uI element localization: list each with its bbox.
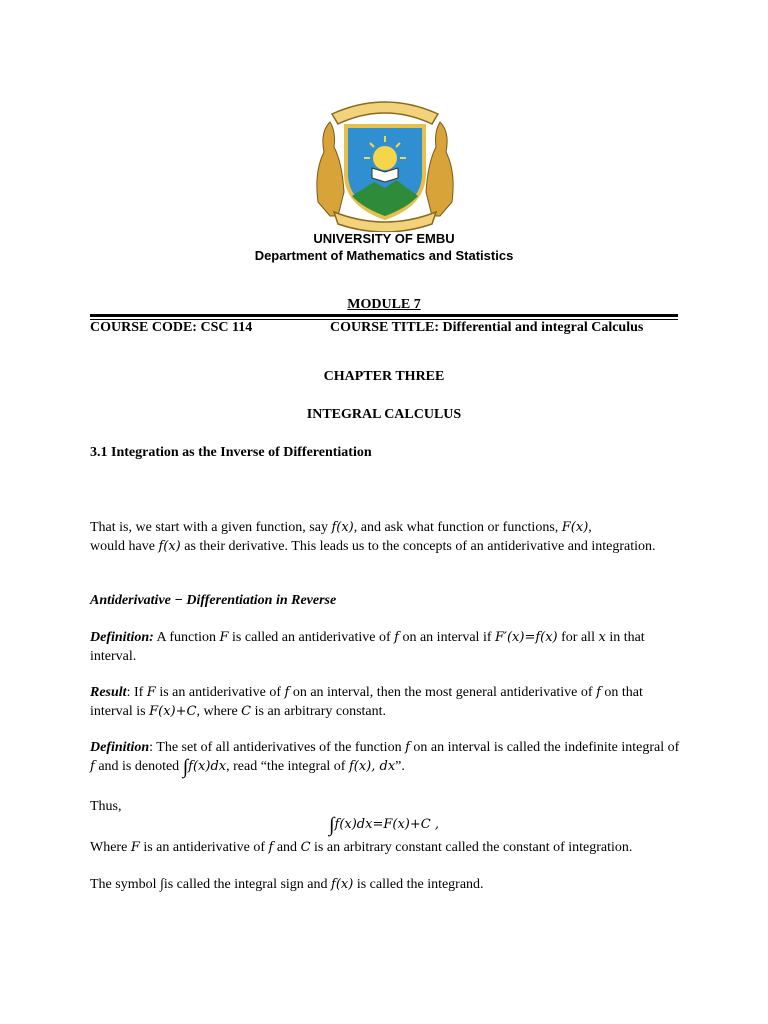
def1-text-b: is called an antiderivative of (228, 630, 395, 645)
math-f: f (405, 740, 410, 755)
def1-text-e: in that interval. (90, 630, 645, 664)
math-int-fxdx: f(x)dx (188, 759, 227, 774)
antiderivative-heading: Antiderivative − Differentiation in Reverse (90, 593, 337, 608)
course-title: COURSE TITLE: Differential and integral Calculus (330, 320, 644, 335)
section-heading: 3.1 Integration as the Inverse of Differentiation (90, 445, 372, 460)
math-fx: f(x) (331, 520, 354, 535)
department-name: Department of Mathematics and Statistics (254, 248, 514, 263)
math-F: F (219, 630, 229, 645)
integral-sign: ∫ (160, 877, 164, 892)
chapter-title: INTEGRAL CALCULUS (306, 407, 462, 422)
math-f: f (284, 685, 290, 700)
header-divider-thick (90, 314, 678, 317)
where-text-a: Where (90, 840, 131, 855)
def1-text-a: A function (153, 630, 220, 645)
intro-text-1: That is, we start with a given function, say (90, 520, 332, 535)
def2-text-b: on an interval is called the indefinite integral of (409, 740, 680, 755)
university-name: UNIVERSITY OF EMBU (313, 231, 455, 246)
definition-label-2: Definition (90, 740, 150, 755)
thus-text: Thus, (90, 799, 122, 814)
chapter-label: CHAPTER THREE (323, 369, 445, 384)
where-text-d: is an arbitrary constant called the constant of integration. (310, 840, 633, 855)
math-C: C (241, 704, 252, 719)
course-code: COURSE CODE: CSC 114 (90, 320, 253, 335)
result-text-c: on an interval, then the most general antiderivative of (289, 685, 597, 700)
def2-text-c: and is denoted (94, 759, 183, 774)
intro-text-3: , (588, 520, 592, 535)
intro-paragraph (90, 518, 680, 556)
definition-label: Definition: (90, 630, 154, 645)
math-fx: f(x) (331, 877, 354, 892)
result-text-f: is an arbitrary constant. (251, 704, 387, 719)
where-text-b: is an antiderivative of (139, 840, 269, 855)
math-F: F (130, 840, 140, 855)
where-paragraph (90, 838, 680, 857)
integral-formula (0, 814, 768, 837)
intro-text-5: as their derivative. This leads us to the concepts of an antiderivative and integration. (180, 539, 656, 554)
university-crest-logo (312, 92, 458, 232)
result-text-d: on that interval is (90, 685, 643, 719)
definition-antiderivative (90, 628, 680, 666)
integral-sign: ∫ (182, 756, 189, 778)
def1-text-d: for all (557, 630, 599, 645)
math-f: f (394, 630, 399, 645)
result-text-e: , where (196, 704, 242, 719)
def2-text-d: , read “the integral of (226, 759, 349, 774)
integral-sign: ∫ (329, 814, 335, 836)
math-f: f (90, 759, 95, 774)
math-fx-dx: f(x), dx (348, 759, 396, 774)
result-label: Result (90, 685, 127, 700)
result-paragraph (90, 683, 680, 721)
module-title: MODULE 7 (347, 297, 421, 312)
math-Fx: F(x) (561, 520, 589, 535)
math-F: F (146, 685, 156, 700)
math-f: f (596, 685, 601, 700)
def1-text-c: on an interval if (398, 630, 495, 645)
symbol-text-b: is called the integral sign and (163, 877, 332, 892)
def2-text-e: ”. (395, 759, 405, 774)
math-Fprime-eq: F′(x)=f(x) (495, 630, 558, 645)
symbol-text-a: The symbol (90, 877, 160, 892)
math-FxC: F(x)+C (149, 704, 197, 719)
intro-text-2: , and ask what function or functions, (353, 520, 562, 535)
result-text-a: : If (126, 685, 147, 700)
math-formula: f(x)dx=F(x)+C , (334, 817, 439, 832)
where-text-c: and (273, 840, 301, 855)
symbol-text-c: is called the integrand. (353, 877, 484, 892)
math-f: f (268, 840, 274, 855)
math-x: x (598, 630, 606, 645)
intro-text-4: would have (90, 539, 159, 554)
result-text-b: is an antiderivative of (155, 685, 285, 700)
math-fx: f(x) (158, 539, 181, 554)
def2-text-a: : The set of all antiderivatives of the function (149, 740, 406, 755)
integral-symbol-paragraph (90, 875, 680, 894)
math-C: C (300, 840, 311, 855)
definition-indefinite-integral (90, 738, 680, 777)
